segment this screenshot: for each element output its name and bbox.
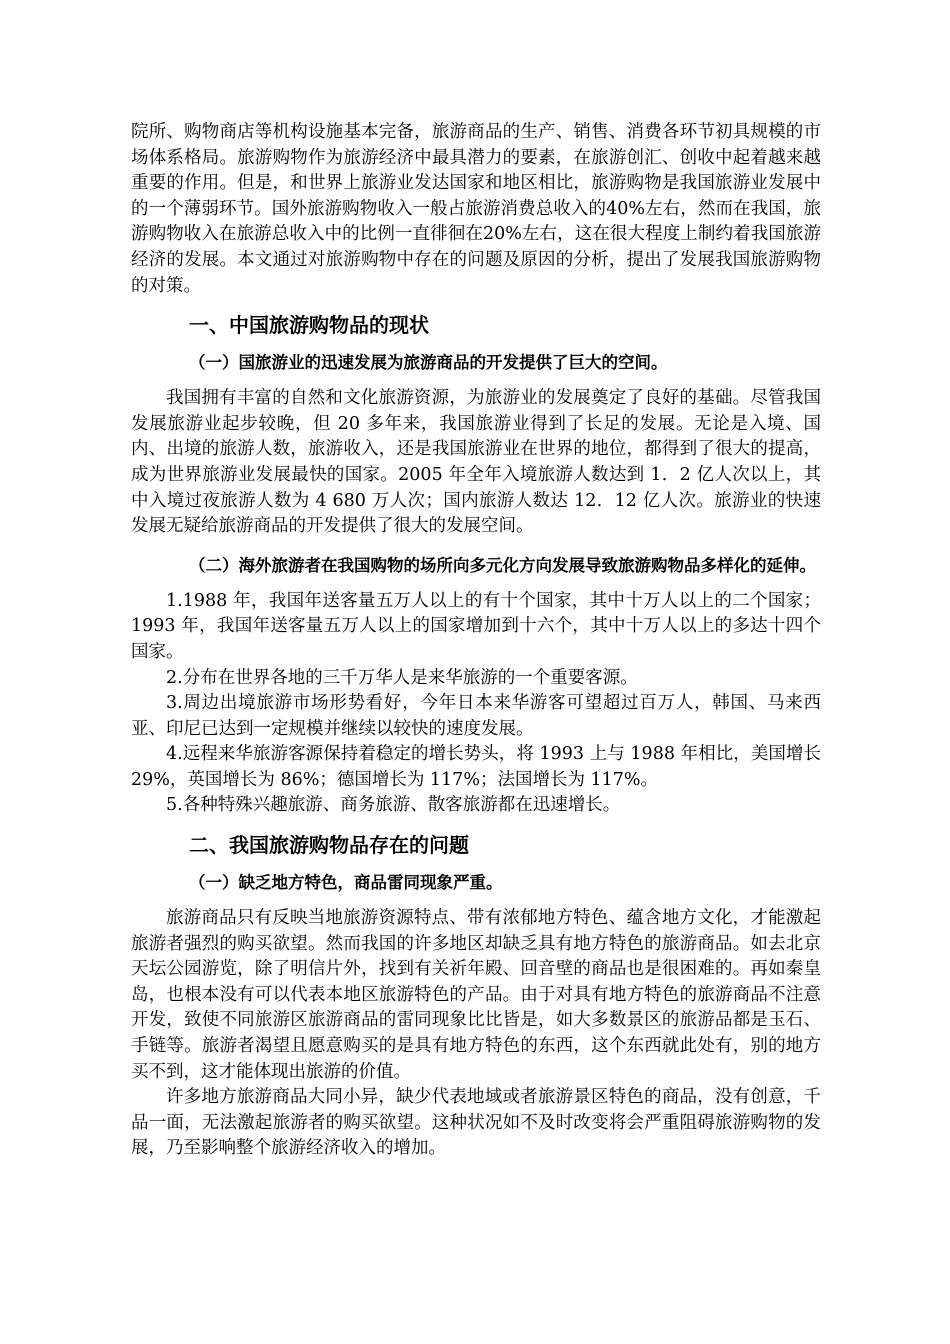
section-2-sub-1-heading: （一）缺乏地方特色，商品雷同现象严重。 (189, 873, 503, 893)
section-1-heading: 一、中国旅游购物品的现状 (189, 313, 429, 338)
intro-paragraph: 院所、购物商店等机构设施基本完备，旅游商品的生产、销售、消费各环节初具规模的市场体系格局。旅游购物作为旅游经济中最具潜力的要素，在旅游创汇、创收中起着越来越重要的作用。但是，和世界上旅游业发达国家和地区相比，旅游购物是我国旅游业发展中的一个薄弱环节。国外旅游购物收入一般占旅游消费总收入的40%左右，然而在我国，旅游购物收入在旅游总收入中的比例一直徘徊在20%左右，这在很大程度上制约着我国旅游经济的发展。本文通过对旅游购物中存在的问题及原因的分析，提出了发展我国旅游购物的对策。 (131, 122, 821, 296)
section-1-sub-2-heading: （二）海外旅游者在我国购物的场所向多元化方向发展导致旅游购物品多样化的延伸。 (189, 555, 816, 575)
list-item: 4.远程来华旅游客源保持着稳定的增长势头，将 1993 上与 1988 年相比，美国增长 29%，英国增长为 86%；德国增长为 117%；法国增长为 117%。 (131, 744, 821, 790)
section-2-heading: 二、我国旅游购物品存在的问题 (189, 833, 469, 858)
list-item: 5.各种特殊兴趣旅游、商务旅游、散客旅游都在迅速增长。 (166, 795, 621, 816)
section-1-sub-1-heading: （一）国旅游业的迅速发展为旅游商品的开发提供了巨大的空间。 (189, 353, 668, 373)
section-2-sub-1-paragraph-1: 旅游商品只有反映当地旅游资源特点、带有浓郁地方特色、蕴含地方文化，才能激起旅游者强烈的购买欲望。然而我国的许多地区却缺乏具有地方特色的旅游商品。如去北京天坛公园游览，除了明信片外，找到有关祈年殿、回音壁的商品也是很困难的。再如秦皇岛，也根本没有可以代表本地区旅游特色的产品。由于对具有地方特色的旅游商品不注意开发，致使不同旅游区旅游商品的雷同现象比比皆是，如大多数景区的旅游品都是玉石、手链等。旅游者渴望且愿意购买的是具有地方特色的东西，这个东西就此处有，别的地方买不到，这才能体现出旅游的价值。 (131, 908, 821, 1082)
document-body (131, 120, 821, 1162)
section-1-sub-1-paragraph: 我国拥有丰富的自然和文化旅游资源，为旅游业的发展奠定了良好的基础。尽管我国发展旅游业起步较晚，但 20 多年来，我国旅游业得到了长足的发展。无论是入境、国内、出境的旅游人数，旅游收入，还是我国旅游业在世界的地位，都得到了很大的提高，成为世界旅游业发展最快的国家。2005 年全年入境旅游人数达到 1．2 亿人次以上，其中入境过夜旅游人数为 4 680 万人次；国内旅游人数达 12．12 亿人次。旅游业的快速发展无疑给旅游商品的开发提供了很大的发展空间。 (131, 388, 821, 537)
list-item: 3.周边出境旅游市场形势看好，今年日本来华游客可望超过百万人，韩国、马来西亚、印尼已达到一定规模并继续以较快的速度发展。 (131, 693, 821, 739)
section-2-sub-1-paragraph-2: 许多地方旅游商品大同小异，缺少代表地域或者旅游景区特色的商品，没有创意，千品一面，无法激起旅游者的购买欲望。这种状况如不及时改变将会严重阻碍旅游购物的发展，乃至影响整个旅游经济收入的增加。 (131, 1087, 821, 1159)
list-item: 1.1988 年，我国年送客量五万人以上的有十个国家，其中十万人以上的二个国家；1993 年，我国年送客量五万人以上的国家增加到十六个，其中十万人以上的多达十四个国家。 (131, 590, 821, 662)
list-item: 2.分布在世界各地的三千万华人是来华旅游的一个重要客源。 (166, 667, 638, 688)
